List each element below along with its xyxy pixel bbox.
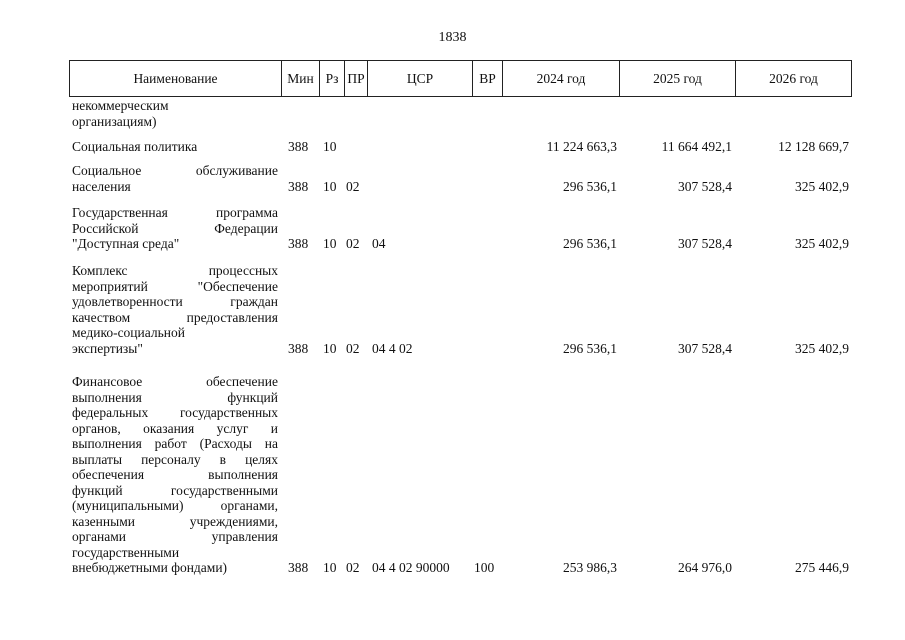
table-row: [0, 163, 905, 194]
row-name-line: функций государственными: [72, 482, 278, 498]
header-row: [70, 61, 852, 97]
cell-y2024: 11 224 663,3: [546, 139, 617, 154]
cell-y2026: 12 128 669,7: [778, 139, 849, 154]
cell-y2024: 296 536,1: [563, 340, 617, 356]
row-name-line: мероприятий "Обеспечение: [72, 278, 278, 294]
cell-rz: 10: [323, 178, 337, 194]
row-name-line: выполнения работ (Расходы на: [72, 436, 278, 451]
cell-pr: 02: [346, 178, 360, 194]
row-name-line: внебюджетными фондами): [72, 560, 228, 575]
row-name-line: органов, оказания услуг и: [72, 420, 278, 436]
row-name: [72, 263, 278, 356]
cell-min: 388: [288, 178, 309, 194]
row-name-line: обеспечения выполнения: [72, 467, 278, 482]
cell-rz: 10: [323, 340, 337, 356]
header-name: Наименование: [70, 61, 282, 97]
row-name-line: экспертизы": [72, 340, 143, 356]
row-name: [72, 98, 278, 129]
cell-csr: 04 4 02: [372, 340, 413, 356]
cell-min: 388: [288, 139, 309, 154]
cell-y2024: 296 536,1: [563, 178, 617, 194]
cell-pr: 02: [346, 236, 360, 251]
table-row: [0, 263, 905, 356]
cell-rz: 10: [323, 139, 337, 154]
header-pr: ПР: [345, 61, 368, 97]
row-name-line: Социальная политика: [72, 139, 198, 154]
cell-y2025: 307 528,4: [678, 236, 732, 251]
cell-y2025: 307 528,4: [678, 178, 732, 194]
cell-y2024: 253 986,3: [563, 560, 617, 575]
cell-y2025: 264 976,0: [678, 560, 732, 575]
row-name-line: удовлетворенности граждан: [72, 294, 278, 309]
row-name-line: выполнения функций: [72, 389, 278, 405]
header-2025: 2025 год: [620, 61, 736, 97]
cell-y2026: 275 446,9: [795, 560, 849, 575]
cell-csr: 04: [372, 236, 386, 251]
row-name-line: выплаты персоналу в целях: [72, 451, 278, 467]
row-name-line: качеством предоставления: [72, 309, 278, 325]
page-number: 1838: [438, 30, 467, 45]
row-name-line: федеральных государственных: [72, 405, 278, 420]
cell-csr: 04 4 02 90000: [372, 560, 450, 575]
table-row: [0, 98, 905, 129]
row-name-line: медико-социальной: [72, 325, 185, 340]
row-name: [72, 163, 278, 194]
row-name: [72, 374, 278, 576]
table-header: [69, 60, 852, 97]
header-2026: 2026 год: [736, 61, 852, 97]
cell-pr: 02: [346, 560, 360, 575]
cell-y2024: 296 536,1: [563, 236, 617, 251]
row-name-line: Комплекс процессных: [72, 263, 278, 278]
row-name-line: Российской Федерации: [72, 220, 278, 236]
row-name-line: населения: [72, 178, 131, 194]
row-name-line: государственными: [72, 544, 180, 560]
cell-y2025: 307 528,4: [678, 340, 732, 356]
cell-pr: 02: [346, 340, 360, 356]
cell-vr: 100: [474, 560, 495, 575]
header-csr: ЦСР: [368, 61, 473, 97]
table-row: [0, 139, 905, 155]
header-vr: ВР: [473, 61, 503, 97]
row-name-line: "Доступная среда": [72, 236, 180, 251]
row-name: [72, 139, 278, 155]
cell-min: 388: [288, 236, 309, 251]
header-rz: Рз: [320, 61, 345, 97]
cell-min: 388: [288, 340, 309, 356]
row-name-line: органами управления: [72, 529, 278, 544]
row-name-line: некоммерческим: [72, 98, 169, 113]
cell-y2025: 11 664 492,1: [661, 139, 732, 154]
row-name: [72, 205, 278, 252]
row-name-line: Социальное обслуживание: [72, 163, 278, 178]
row-name-line: организациям): [72, 113, 157, 129]
row-name-line: казенными учреждениями,: [72, 513, 278, 529]
header-2024: 2024 год: [503, 61, 620, 97]
row-name-line: (муниципальными) органами,: [72, 498, 278, 513]
cell-rz: 10: [323, 560, 337, 575]
cell-y2026: 325 402,9: [795, 236, 849, 251]
row-name-line: Финансовое обеспечение: [72, 374, 278, 389]
row-name-line: Государственная программа: [72, 205, 278, 220]
header-min: Мин: [282, 61, 320, 97]
cell-min: 388: [288, 560, 309, 575]
cell-y2026: 325 402,9: [795, 178, 849, 194]
cell-y2026: 325 402,9: [795, 340, 849, 356]
cell-rz: 10: [323, 236, 337, 251]
table-row: [0, 374, 905, 576]
table-row: [0, 205, 905, 252]
